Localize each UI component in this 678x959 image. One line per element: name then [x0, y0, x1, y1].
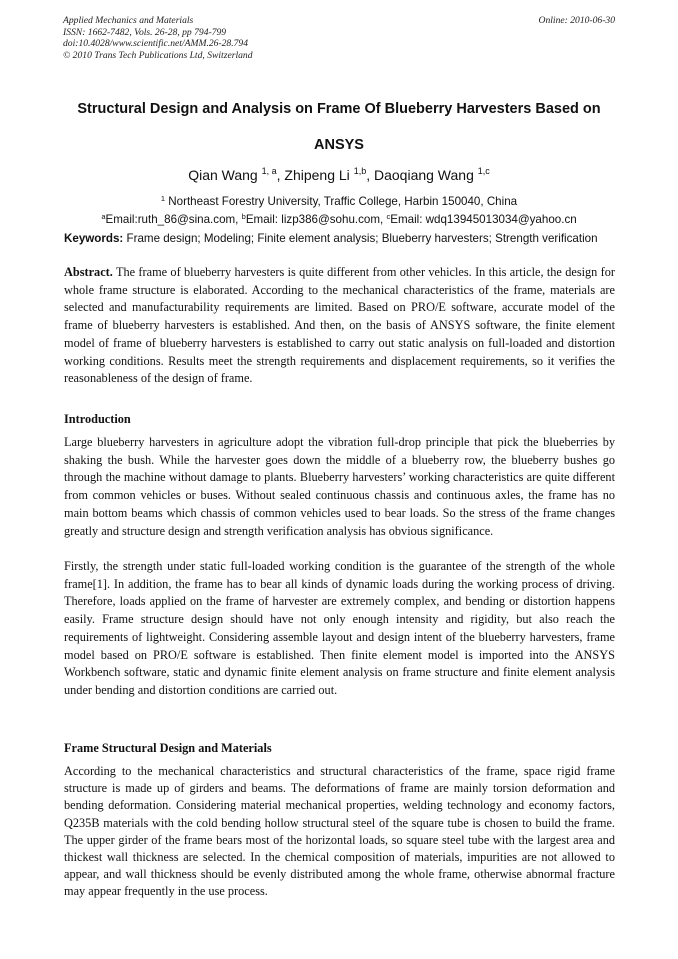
abstract — [64, 264, 615, 388]
email-superscript: a — [101, 212, 106, 221]
paper-title: Structural Design and Analysis on Frame Of Blueberry Harvesters Based on ANSYS — [77, 101, 601, 153]
introduction-heading: Introduction — [64, 412, 131, 426]
doi-line: doi:10.4028/www.scientific.net/AMM.26-28.794 — [63, 38, 249, 49]
affiliation-superscript: 1 — [160, 194, 166, 203]
keywords-text: Frame design; Modeling; Finite element analysis; Blueberry harvesters; Strength verification — [126, 232, 598, 245]
author-superscript: 1,b — [353, 166, 367, 176]
frame-section-heading: Frame Structural Design and Materials — [64, 741, 272, 755]
paragraph: According to the mechanical characteristics and structural characteristics of the frame, space rigid frame structure is made up of girders and beams. The deformations of frame are mainly torsion deformation and bending deformation. Considering material mechanical properties, welding technology and economy factors, Q235B materials with the cold bending hollow structural steel of the square tube is chosen to build the frame. The upper girder of the frame bears most of the horizontal loads, so square steel tube with the largest area and thickest wall thickness are selected. In the chemical composition of materials, impurities are not allowed to appear, and wall thickness should be evenly distributed among the whole frame, otherwise abnormal fracture may appear frequently in the use process. — [64, 764, 615, 899]
author-superscript: 1, a — [261, 166, 277, 176]
email-line — [0, 213, 678, 227]
affiliation-text: Northeast Forestry University, Traffic College, Harbin 150040, China — [168, 195, 518, 208]
email-text: Email: wdq13945013034@yahoo.cn — [390, 213, 577, 226]
journal-header — [63, 15, 615, 61]
affiliation — [0, 195, 678, 209]
email-superscript: b — [241, 212, 246, 221]
journal-name: Applied Mechanics and Materials — [63, 15, 194, 26]
keywords — [64, 230, 616, 248]
abstract-text: The frame of blueberry harvesters is quite different from other vehicles. In this article, the design for whole frame structure is elaborated. According to the mechanical characteristics of the frame, materials are selected and manufacturability requirements are limited. Based on PRO/E software, accurate model of the frame of blueberry harvesters is established. And then, on the basis of ANSYS software, the finite element model of frame of blueberry harvesters is established to carry out static analysis on full-loaded and distortion working conditions. Results meet the strength requirements and displacement requirements, so it verifies the reasonableness of the design of frame. — [64, 265, 615, 386]
issn-line: ISSN: 1662-7482, Vols. 26-28, pp 794-799 — [63, 26, 227, 38]
online-date: Online: 2010-06-30 — [538, 15, 615, 26]
author-name: Qian Wang — [188, 167, 258, 183]
copyright-line: © 2010 Trans Tech Publications Ltd, Switzerland — [63, 49, 253, 61]
abstract-label: Abstract. — [64, 265, 113, 279]
author-name: Daoqiang Wang — [373, 167, 474, 183]
email-superscript: c — [386, 212, 391, 221]
author-name: Zhipeng Li — [284, 167, 350, 183]
author-superscript: 1,c — [477, 166, 490, 176]
email-text: Email: lizp386@sohu.com, — [245, 213, 384, 226]
author-list: Qian Wang $^{1, a}$, Zhipeng Li $^{1,b}$, Daoqiang Wang $^{1,c}$ — [188, 166, 490, 183]
keywords-label: Keywords: — [64, 232, 124, 245]
email-text: Email:ruth_86@sina.com, — [105, 213, 239, 226]
paragraph: Large blueberry harvesters in agriculture adopt the vibration full-drop principle that pick the blueberries by shaking the bush. While the harvester goes down the middle of a blueberry row, the blueberry bushes go through the machine without damage to plants. Blueberry harvesters’ working characteristics are quite different from common vehicles or buses. Without sealed continuous chassis and continuous axles, the frame has no main bottom beams which chassis of common vehicles used to bear loads. So the stress of the frame changes greatly and structure design and strength verification analysis has obvious significance. — [64, 435, 615, 538]
paragraph: Firstly, the strength under static full-loaded working condition is the guarantee of the strength of the whole frame[1]. In addition, the frame has to bear all kinds of dynamic loads during the working process of driving. Therefore, loads applied on the frame of harvester are extremely complex, and bending or distortion happens easily. Frame structure design should have not only enough intensity and rigidity, but also reach the requirements of lightweight. Considering assemble layout and design intent of the blueberry harvesters, frame model based on PRO/E software is established. Then finite element model is imported into the ANSYS Workbench software, static and dynamic finite element analysis on frame structure and finite element analysis under bending and distortion conditions are carried out. — [64, 559, 615, 697]
